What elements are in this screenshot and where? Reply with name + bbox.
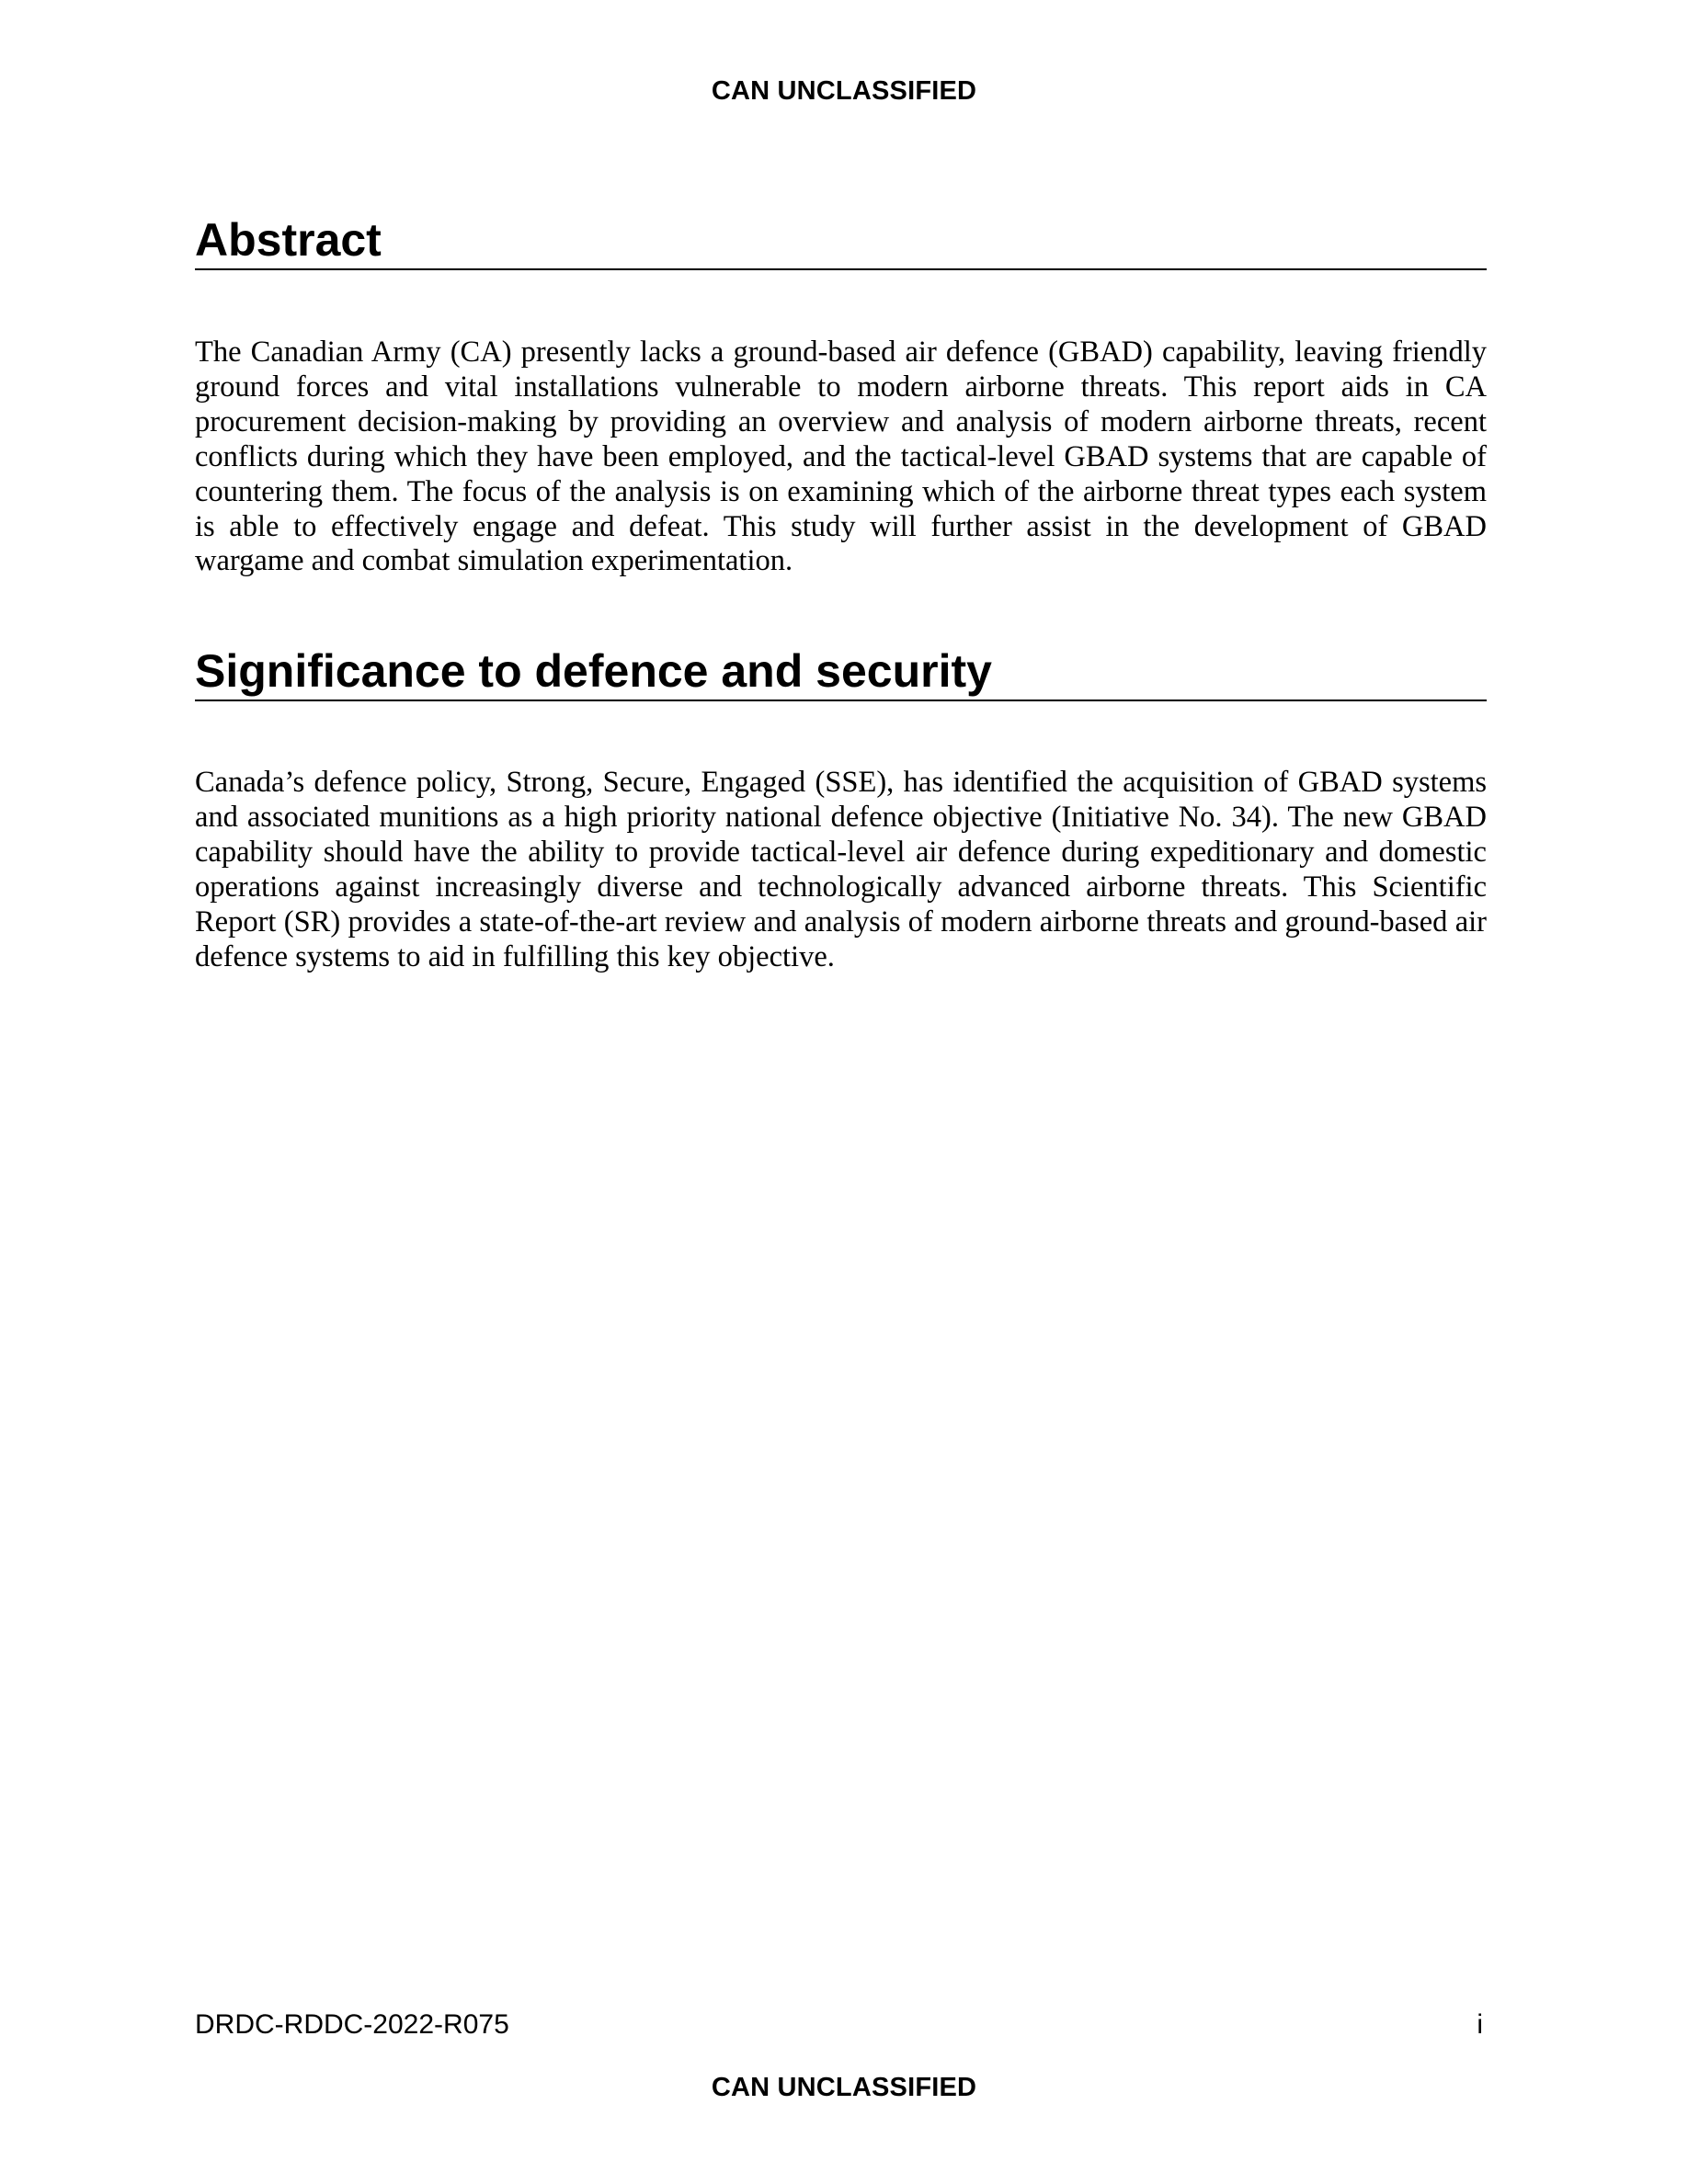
classification-marking-top: CAN UNCLASSIFIED [711,76,977,106]
significance-paragraph: Canada’s defence policy, Strong, Secure, Engaged (SSE), has identified the acquisition of GBAD systems and associated munitions as a high priority national defence objective (Initiative No. 34). The new GBAD capability should have the ability to provide tactical-level air defence during expeditionary and domestic operations against increasingly diverse and technologically advanced airborne threats. This Scientific Report (SR) provides a state-of-the-art review and analysis of modern airborne threats and ground-based air defence systems to aid in fulfilling this key objective. [195,766,1487,973]
document-number: DRDC-RDDC-2022-R075 [195,2009,509,2040]
abstract-heading: Abstract [195,217,1487,270]
significance-heading: Significance to defence and security [195,648,1487,701]
abstract-paragraph: The Canadian Army (CA) presently lacks a ground-based air defence (GBAD) capability, leaving friendly ground forces and vital installations vulnerable to modern airborne threats. This report aids in CA procurement decision-making by providing an overview and analysis of modern airborne threats, recent conflicts during which they have been employed, and the tactical-level GBAD systems that are capable of countering them. The focus of the analysis is on examining which of the airborne threat types each system is able to effectively engage and defeat. This study will further assist in the development of GBAD wargame and combat simulation experimentation. [195,336,1487,578]
page-number: i [1477,2009,1483,2040]
classification-marking-bottom: CAN UNCLASSIFIED [711,2073,977,2102]
